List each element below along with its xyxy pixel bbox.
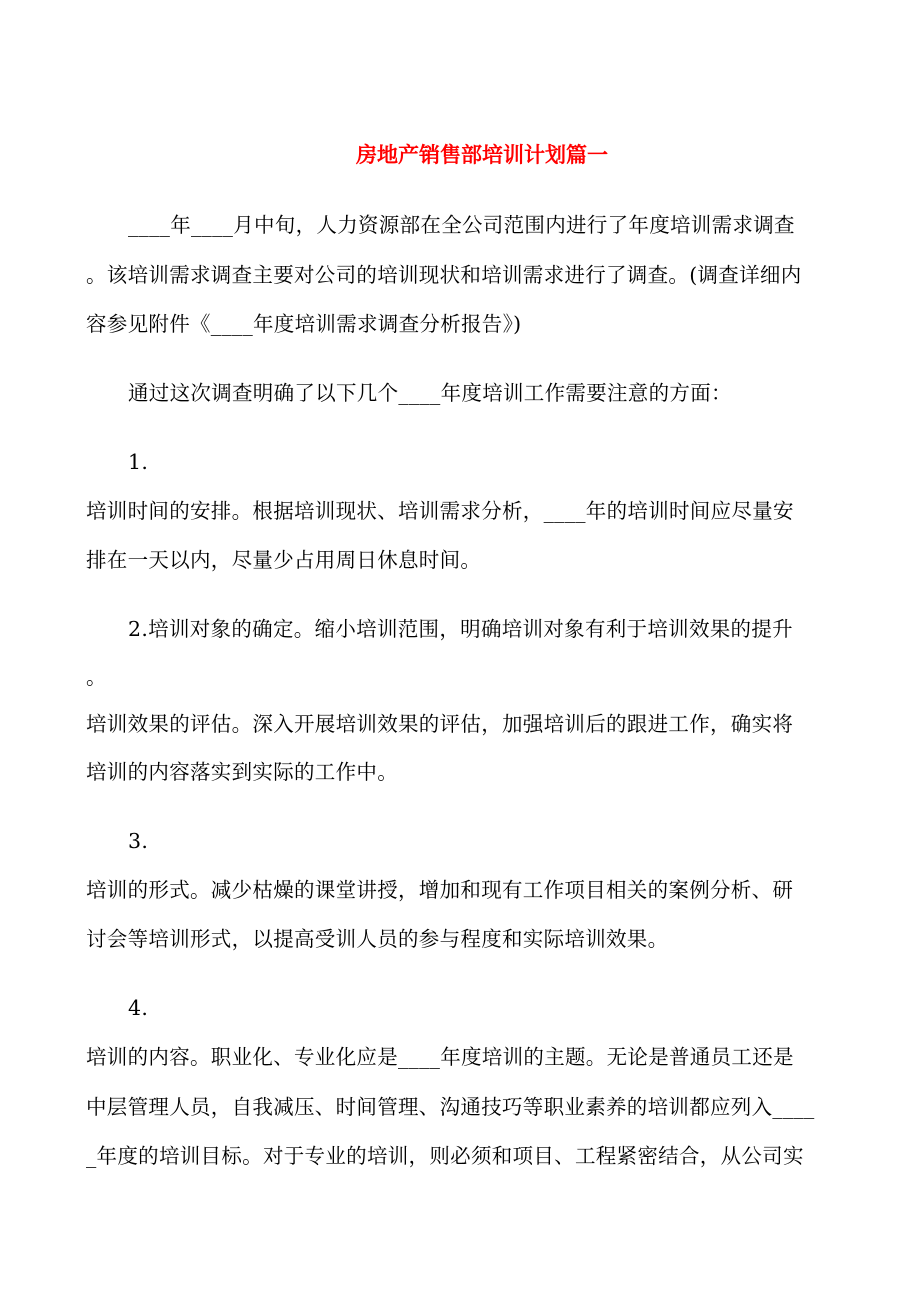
item-2b-line-2: 培训的内容落实到实际的工作中。 (86, 760, 398, 784)
paragraph-1-line-3: 容参见附件《____年度培训需求调查分析报告》) (86, 312, 522, 336)
item-3-number: 3. (128, 829, 149, 853)
item-2b-line-1: 培训效果的评估。深入开展培训效果的评估，加强培训后的跟进工作，确实将 (86, 712, 794, 736)
document-title: 房地产销售部培训计划篇一 (356, 142, 608, 167)
paragraph-2-line-1: 通过这次调查明确了以下几个____年度培训工作需要注意的方面： (128, 381, 732, 405)
paragraph-1-line-2: 。该培训需求调查主要对公司的培训现状和培训需求进行了调查。(调查详细内 (86, 263, 802, 287)
item-4-line-3: _年度的培训目标。对于专业的培训，则必须和项目、工程紧密结合，从公司实 (86, 1144, 804, 1168)
item-3-line-2: 讨会等培训形式，以提高受训人员的参与程度和实际培训效果。 (86, 927, 669, 951)
item-2-line-2: 。 (86, 665, 107, 689)
item-4-line-1: 培训的内容。职业化、专业化应是____年度培训的主题。无论是普通员工还是 (86, 1045, 794, 1069)
item-2-line-1: 2.培训对象的确定。缩小培训范围，明确培训对象有利于培训效果的提升 (128, 617, 793, 641)
paragraph-1-line-1: ____年____月中旬，人力资源部在全公司范围内进行了年度培训需求调查 (128, 213, 795, 237)
item-3-line-1: 培训的形式。减少枯燥的课堂讲授，增加和现有工作项目相关的案例分析、研 (86, 878, 794, 902)
item-4-number: 4. (128, 996, 149, 1020)
item-1-number: 1. (128, 450, 149, 474)
item-1-line-2: 排在一天以内，尽量少占用周日休息时间。 (86, 548, 482, 572)
item-4-line-2: 中层管理人员，自我减压、时间管理、沟通技巧等职业素养的培训都应列入____ (86, 1095, 815, 1119)
item-1-line-1: 培训时间的安排。根据培训现状、培训需求分析，____年的培训时间应尽量安 (86, 499, 794, 523)
